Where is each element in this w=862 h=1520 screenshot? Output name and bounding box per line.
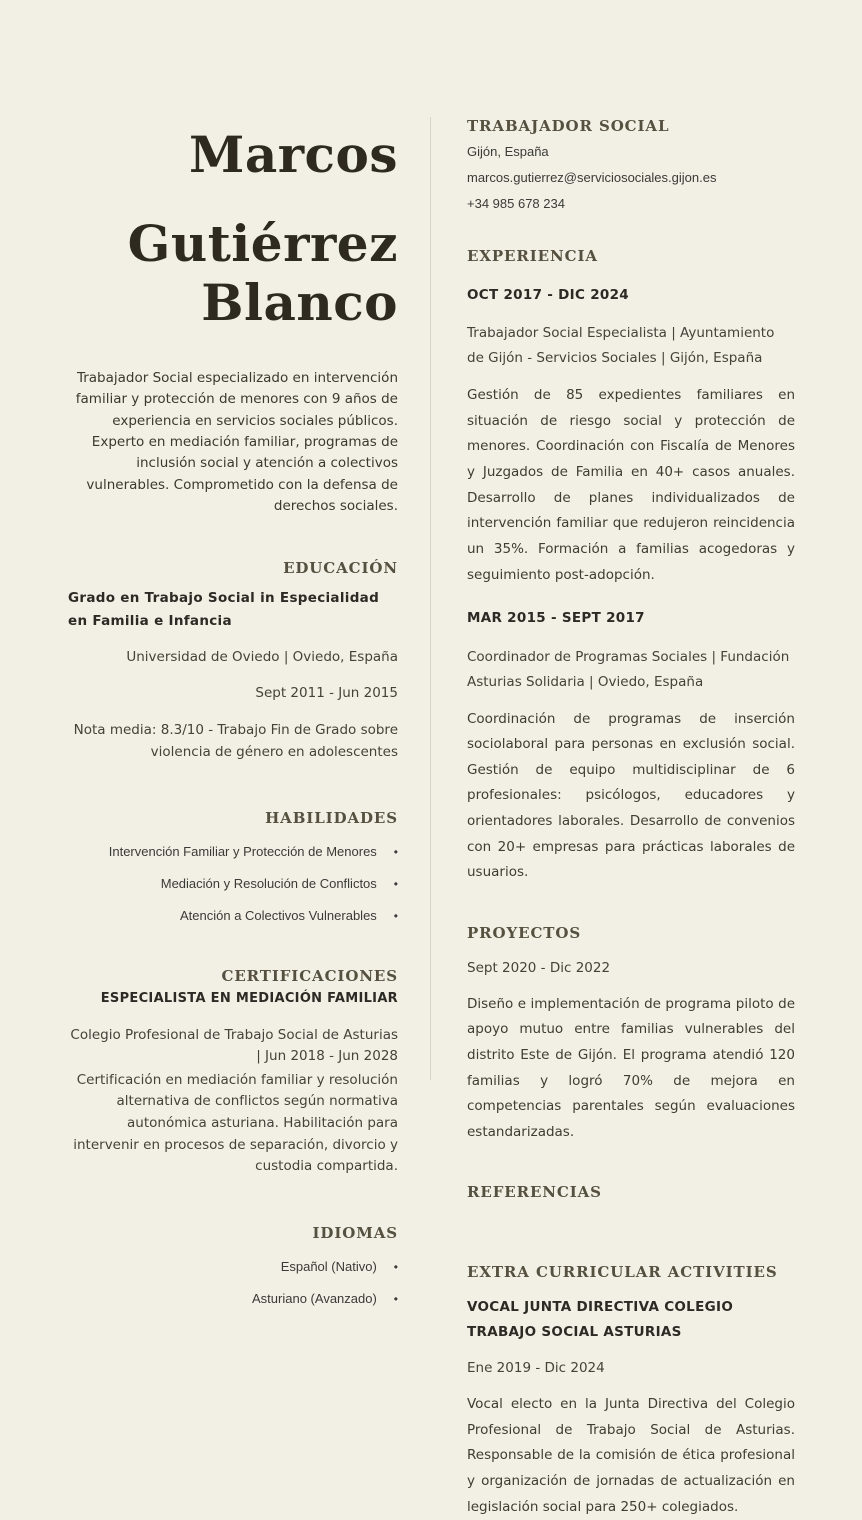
idiomas-title: IDIOMAS bbox=[312, 1223, 398, 1242]
section-habilidades bbox=[68, 809, 398, 923]
skill-label: Mediación y Resolución de Conflictos bbox=[160, 876, 377, 892]
extra-dates: Ene 2019 - Dic 2024 bbox=[467, 1360, 605, 1377]
language-item bbox=[68, 1259, 398, 1274]
certification-issuer: Colegio Profesional de Trabajo Social de Asturias | Jun 2018 - Jun 2028 bbox=[70, 1026, 398, 1065]
section-contact-header bbox=[467, 117, 795, 211]
experience-dates: OCT 2017 - DIC 2024 bbox=[467, 287, 629, 303]
section-certificaciones bbox=[68, 967, 398, 1178]
section-extra-curricular bbox=[467, 1263, 795, 1520]
extra-curricular-title: EXTRA CURRICULAR ACTIVITIES bbox=[467, 1263, 778, 1282]
project-description: Diseño e implementación de programa piloto de apoyo mutuo entre familias vulnerables del distrito Este de Gijón. El programa atendió 120 familias y logró 70% de mejora en competencias parentales según evaluaciones estandarizadas. bbox=[467, 995, 795, 1140]
referencias-title: REFERENCIAS bbox=[467, 1183, 602, 1202]
section-referencias bbox=[467, 1183, 795, 1201]
educacion-institution: Universidad de Oviedo | Oviedo, España bbox=[126, 648, 398, 665]
left-column bbox=[68, 117, 398, 1306]
bullet-icon: • bbox=[393, 1291, 398, 1306]
extra-description: Vocal electo en la Junta Directiva del Colegio Profesional de Trabajo Social de Asturias. Responsable de la comisión de ética profesional y organización de jornadas de actualización en legislación social para 250+ colegiados. bbox=[467, 1395, 795, 1515]
experience-role: Trabajador Social Especialista | Ayuntamiento de Gijón - Servicios Sociales | Gijón, España bbox=[467, 325, 775, 367]
experience-description: Gestión de 85 expedientes familiares en situación de riesgo social y protección de menores. Coordinación con Fiscalía de Menores y Juzgados de Familia en 40+ casos anuales. Desarrollo de planes individualizados de intervención familiar que redujeron reincidencia un 35%. Formación a familias acogedoras y seguimiento post-adopción. bbox=[467, 387, 795, 583]
experience-dates: MAR 2015 - SEPT 2017 bbox=[467, 610, 645, 627]
contact-location: Gijón, España bbox=[467, 144, 549, 159]
language-label: Español (Nativo) bbox=[280, 1258, 377, 1274]
contact-email: marcos.gutierrez@serviciosociales.gijon.es bbox=[467, 170, 717, 185]
job-title: TRABAJADOR SOCIAL bbox=[467, 117, 670, 135]
candidate-last-name: Gutiérrez Blanco bbox=[127, 214, 398, 332]
bullet-icon: • bbox=[393, 877, 398, 892]
certificaciones-title: CERTIFICACIONES bbox=[221, 967, 398, 986]
educacion-note: Nota media: 8.3/10 - Trabajo Fin de Grado sobre violencia de género en adolescentes bbox=[73, 722, 398, 760]
certification-name: ESPECIALISTA EN MEDIACIÓN FAMILIAR bbox=[100, 991, 398, 1007]
language-item bbox=[68, 1291, 398, 1306]
educacion-dates: Sept 2011 - Jun 2015 bbox=[255, 685, 398, 702]
educacion-degree: Grado en Trabajo Social in Especialidad en Familia e Infancia bbox=[68, 590, 380, 629]
section-educacion bbox=[68, 559, 398, 763]
section-experiencia bbox=[467, 247, 795, 886]
section-proyectos bbox=[467, 924, 795, 1145]
experience-entry bbox=[467, 284, 795, 588]
bullet-icon: • bbox=[393, 845, 398, 860]
habilidades-title: HABILIDADES bbox=[265, 809, 398, 828]
skill-label: Intervención Familiar y Protección de Menores bbox=[108, 844, 377, 860]
bullet-icon: • bbox=[393, 1259, 398, 1274]
right-column bbox=[467, 117, 795, 1515]
educacion-title: EDUCACIÓN bbox=[283, 559, 398, 578]
contact-phone: +34 985 678 234 bbox=[467, 196, 565, 211]
proyectos-title: PROYECTOS bbox=[467, 924, 582, 943]
column-divider bbox=[430, 117, 431, 1080]
project-dates: Sept 2020 - Dic 2022 bbox=[467, 960, 611, 977]
skill-item bbox=[68, 844, 398, 859]
professional-summary: Trabajador Social especializado en intervención familiar y protección de menores con 9 años de experiencia en servicios sociales públicos. Experto en mediación familiar, programas de inclusión social y atención a colectivos vulnerables. Comprometido con la defensa de derechos sociales. bbox=[75, 370, 398, 514]
bullet-icon: • bbox=[393, 909, 398, 924]
candidate-name bbox=[68, 125, 398, 332]
extra-role: VOCAL JUNTA DIRECTIVA COLEGIO TRABAJO SOCIAL ASTURIAS bbox=[467, 1299, 734, 1341]
experiencia-title: EXPERIENCIA bbox=[467, 247, 598, 265]
candidate-first-name: Marcos bbox=[188, 125, 398, 184]
certification-description: Certificación en mediación familiar y resolución alternativa de conflictos según normativa autonómica asturiana. Habilitación para intervenir en procesos de separación, divorcio y custodia compartida. bbox=[73, 1071, 398, 1175]
experience-role: Coordinador de Programas Sociales | Fundación Asturias Solidaria | Oviedo, España bbox=[467, 648, 790, 690]
section-idiomas bbox=[68, 1224, 398, 1306]
skill-label: Atención a Colectivos Vulnerables bbox=[180, 908, 377, 924]
skill-item bbox=[68, 908, 398, 923]
language-label: Asturiano (Avanzado) bbox=[252, 1290, 377, 1306]
experience-entry bbox=[467, 607, 795, 886]
skill-item bbox=[68, 876, 398, 891]
experience-description: Coordinación de programas de inserción sociolaboral para personas en exclusión social. Gestión de equipo multidisciplinar de 6 profesionales: psicólogos, educadores y orientadores laborales. Desarrollo de convenios con 20+ empresas para prácticas laborales de usuarios. bbox=[467, 710, 795, 881]
